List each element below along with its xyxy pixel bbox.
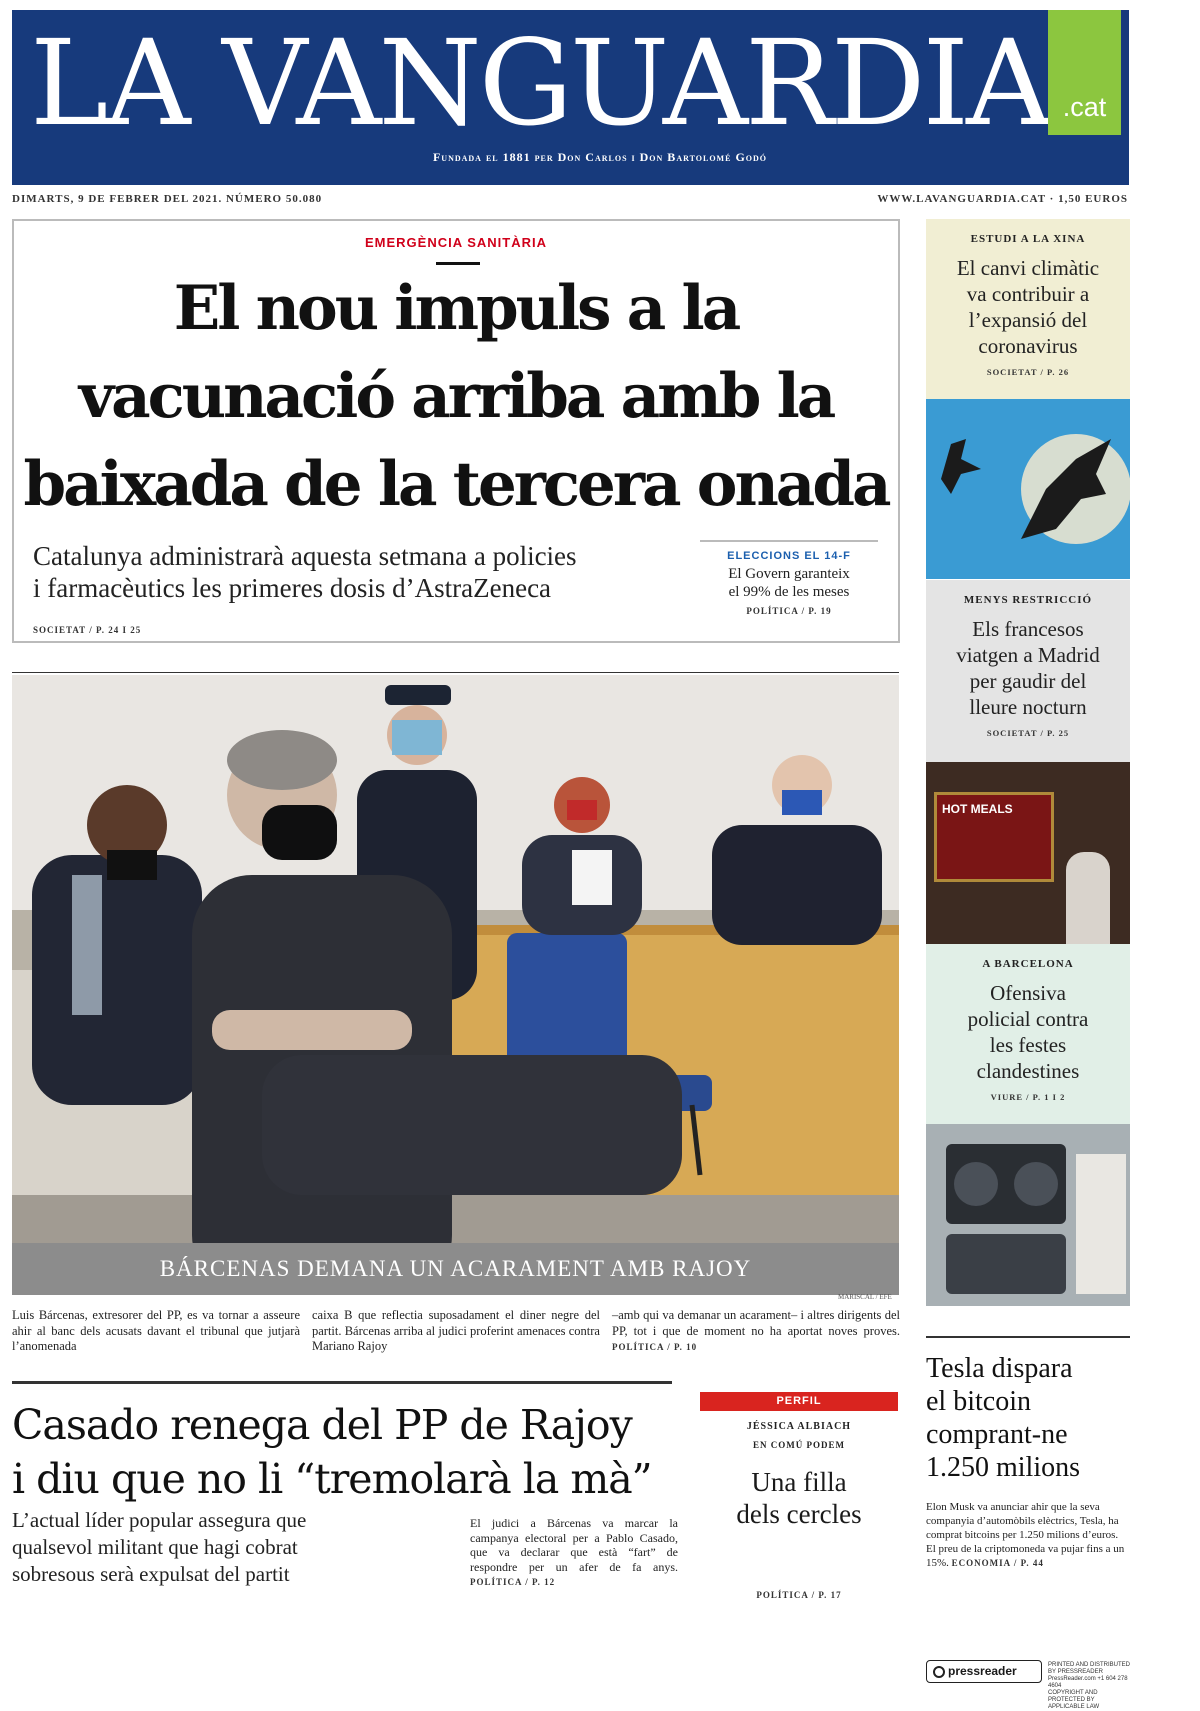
- photo-text-col3-section: POLÍTICA / P. 10: [612, 1342, 698, 1352]
- founded-line: Fundada el 1881 per Don Carlos i Don Bartolomé Godó: [432, 150, 768, 164]
- barcelona-title-line: les festes: [989, 1033, 1067, 1057]
- site-price: WWW.LAVANGUARDIA.CAT · 1,50 EUROS: [877, 193, 1128, 205]
- tesla-body-text: Elon Musk va anunciar ahir que la seva companyia d’automòbils elèctrics, Tesla, ha comprat bitcoins per 1.250 milions d’euros. El preu de la criptomoneda va pujar fins a un 15%.: [926, 1501, 1125, 1569]
- lead-section: SOCIETAT / P. 24 I 25: [33, 625, 142, 635]
- perfil-bar: PERFIL: [700, 1392, 898, 1411]
- lead-subhead-line: i farmacèutics les primeres dosis d’AstraZeneca: [33, 573, 552, 603]
- courtroom-illustration: [12, 675, 899, 1295]
- lead-headline-line: vacunació arriba amb la: [78, 361, 834, 432]
- elections-kicker: ELECCIONS EL 14-F: [727, 550, 851, 562]
- perfil-teaser[interactable]: [700, 1421, 898, 1600]
- pressreader-label: pressreader: [948, 1664, 1017, 1678]
- bat-illustration: [926, 399, 1130, 579]
- rail-xina[interactable]: [926, 219, 1130, 399]
- xina-section: SOCIETAT / P. 26: [986, 367, 1070, 377]
- tesla-section: ECONOMIA / P. 44: [951, 1558, 1044, 1568]
- madrid-section: SOCIETAT / P. 25: [986, 728, 1070, 738]
- pressreader-icon: [933, 1666, 945, 1678]
- xina-title: [926, 255, 1130, 359]
- rail-barcelona[interactable]: [926, 944, 1130, 1124]
- xina-kicker: ESTUDI A LA XINA: [970, 233, 1086, 245]
- pressreader-fineprint: [1048, 1662, 1130, 1711]
- casado-body-text: El judici a Bárcenas va marcar la campanya electoral per a Pablo Casado, que va declarar que està “fart” de respondre per un afer de fa anys.: [470, 1516, 678, 1574]
- barcelona-kicker: A BARCELONA: [982, 958, 1074, 970]
- cat-badge: .cat: [1048, 10, 1121, 135]
- madrid-title-line: viatgen a Madrid: [956, 643, 1100, 667]
- menu-board-text: HOT MEALS: [942, 802, 1013, 816]
- casado-subhead: [12, 1507, 442, 1588]
- fineprint-line: COPYRIGHT AND PROTECTED BY APPLICABLE LAW: [1048, 1690, 1100, 1710]
- xina-title-line: va contribuir a: [966, 282, 1090, 306]
- casado-subhead-line: qualsevol militant que hagi cobrat: [12, 1535, 298, 1559]
- madrid-title-line: per gaudir del: [969, 669, 1087, 693]
- photo-top-rule: [12, 672, 899, 673]
- madrid-title: [926, 616, 1130, 720]
- photo-text-col3: [612, 1308, 900, 1356]
- rail-madrid[interactable]: [926, 580, 1130, 762]
- courtroom-photo[interactable]: [12, 675, 899, 1295]
- elections-teaser[interactable]: [700, 540, 878, 616]
- casado-headline-line: i diu que no li “tremolarà la mà”: [12, 1455, 652, 1503]
- barcelona-title: [926, 980, 1130, 1084]
- madrid-title-line: Els francesos: [972, 617, 1084, 641]
- xina-title-line: l’expansió del: [968, 308, 1088, 332]
- casado-section: POLÍTICA / P. 12: [470, 1577, 556, 1587]
- bats-photo[interactable]: [926, 399, 1130, 579]
- fineprint-line: PressReader.com +1 604 278 4604: [1048, 1676, 1128, 1689]
- casado-top-rule: [12, 1381, 672, 1384]
- casado-subhead-line: L’actual líder popular assegura que: [12, 1508, 307, 1532]
- perfil-title-line: dels cercles: [736, 1499, 862, 1529]
- dateline: DIMARTS, 9 DE FEBRER DEL 2021. NÚMERO 50.080: [12, 193, 323, 205]
- dj-equipment-illustration: [926, 1124, 1130, 1306]
- elections-title-line: el 99% de les meses: [728, 584, 850, 600]
- xina-title-line: coronavirus: [978, 334, 1078, 358]
- perfil-party: EN COMÚ PODEM: [753, 1440, 845, 1450]
- photo-text-col1: Luis Bárcenas, extresorer del PP, es va tornar a asseure ahir al banc dels acusats davant el tribunal que jutjarà l’anomenada: [12, 1308, 300, 1353]
- tesla-top-rule: [926, 1336, 1130, 1338]
- fineprint-line: PRINTED AND DISTRIBUTED BY PRESSREADER: [1048, 1662, 1131, 1675]
- pedestrian: [1066, 852, 1110, 944]
- madrid-title-line: lleure nocturn: [969, 695, 1087, 719]
- tesla-body: [926, 1500, 1130, 1570]
- perfil-title-line: Una filla: [751, 1467, 847, 1497]
- lead-subhead-line: Catalunya administrarà aquesta setmana a policies: [33, 541, 577, 571]
- tesla-headline-line: 1.250 milions: [926, 1452, 1081, 1483]
- lead-headline-line: El nou impuls a la: [173, 273, 739, 344]
- tesla-headline-line: comprant-ne: [926, 1419, 1068, 1450]
- tesla-headline[interactable]: [926, 1352, 1130, 1484]
- casado-body: [470, 1516, 678, 1590]
- perfil-section: POLÍTICA / P. 17: [756, 1590, 842, 1600]
- madrid-kicker: MENYS RESTRICCIÓ: [963, 594, 1093, 606]
- madrid-photo[interactable]: [926, 762, 1130, 944]
- barcelona-title-line: Ofensiva: [990, 981, 1066, 1005]
- photo-text-col2: caixa B que reflectia suposadament el diner negre del partit. Bárcenas arriba al judici proferint amenaces contra Mariano Rajoy: [312, 1308, 600, 1353]
- barcelona-title-line: clandestines: [976, 1059, 1080, 1083]
- newspaper-logo[interactable]: LA VANGUARDIA: [30, 14, 1049, 152]
- photo-text-col3-body: –amb qui va demanar un acarament– i altres dirigents del PP, tot i que de moment no ha aportat noves proves.: [612, 1308, 900, 1338]
- tesla-headline-line: Tesla dispara: [926, 1353, 1073, 1384]
- pressreader-badge[interactable]: [926, 1660, 1042, 1683]
- lead-subhead: [33, 540, 683, 646]
- xina-title-line: El canvi climàtic: [956, 256, 1100, 280]
- casado-headline-line: Casado renega del PP de Rajoy: [12, 1401, 632, 1449]
- lead-kicker: EMERGÈNCIA SANITÀRIA: [364, 235, 548, 250]
- casado-headline[interactable]: [12, 1398, 692, 1506]
- barcelona-title-line: policial contra: [967, 1007, 1089, 1031]
- lead-headline-line: baixada de la tercera onada: [23, 449, 889, 520]
- perfil-name: JÉSSICA ALBIACH: [746, 1421, 852, 1432]
- tesla-headline-line: el bitcoin: [926, 1386, 1031, 1417]
- dj-equipment-photo[interactable]: [926, 1124, 1130, 1306]
- photo-credit: MARISCAL / EFE: [838, 1293, 892, 1301]
- perfil-title: [700, 1466, 898, 1530]
- elections-section: POLÍTICA / P. 19: [746, 606, 832, 616]
- lead-headline[interactable]: [20, 265, 892, 529]
- photo-caption[interactable]: BÁRCENAS DEMANA UN ACARAMENT AMB RAJOY: [12, 1243, 899, 1295]
- barcelona-section: VIURE / P. 1 I 2: [990, 1092, 1066, 1102]
- elections-title-line: El Govern garanteix: [728, 566, 850, 582]
- casado-subhead-line: sobresous serà expulsat del partit: [12, 1562, 290, 1586]
